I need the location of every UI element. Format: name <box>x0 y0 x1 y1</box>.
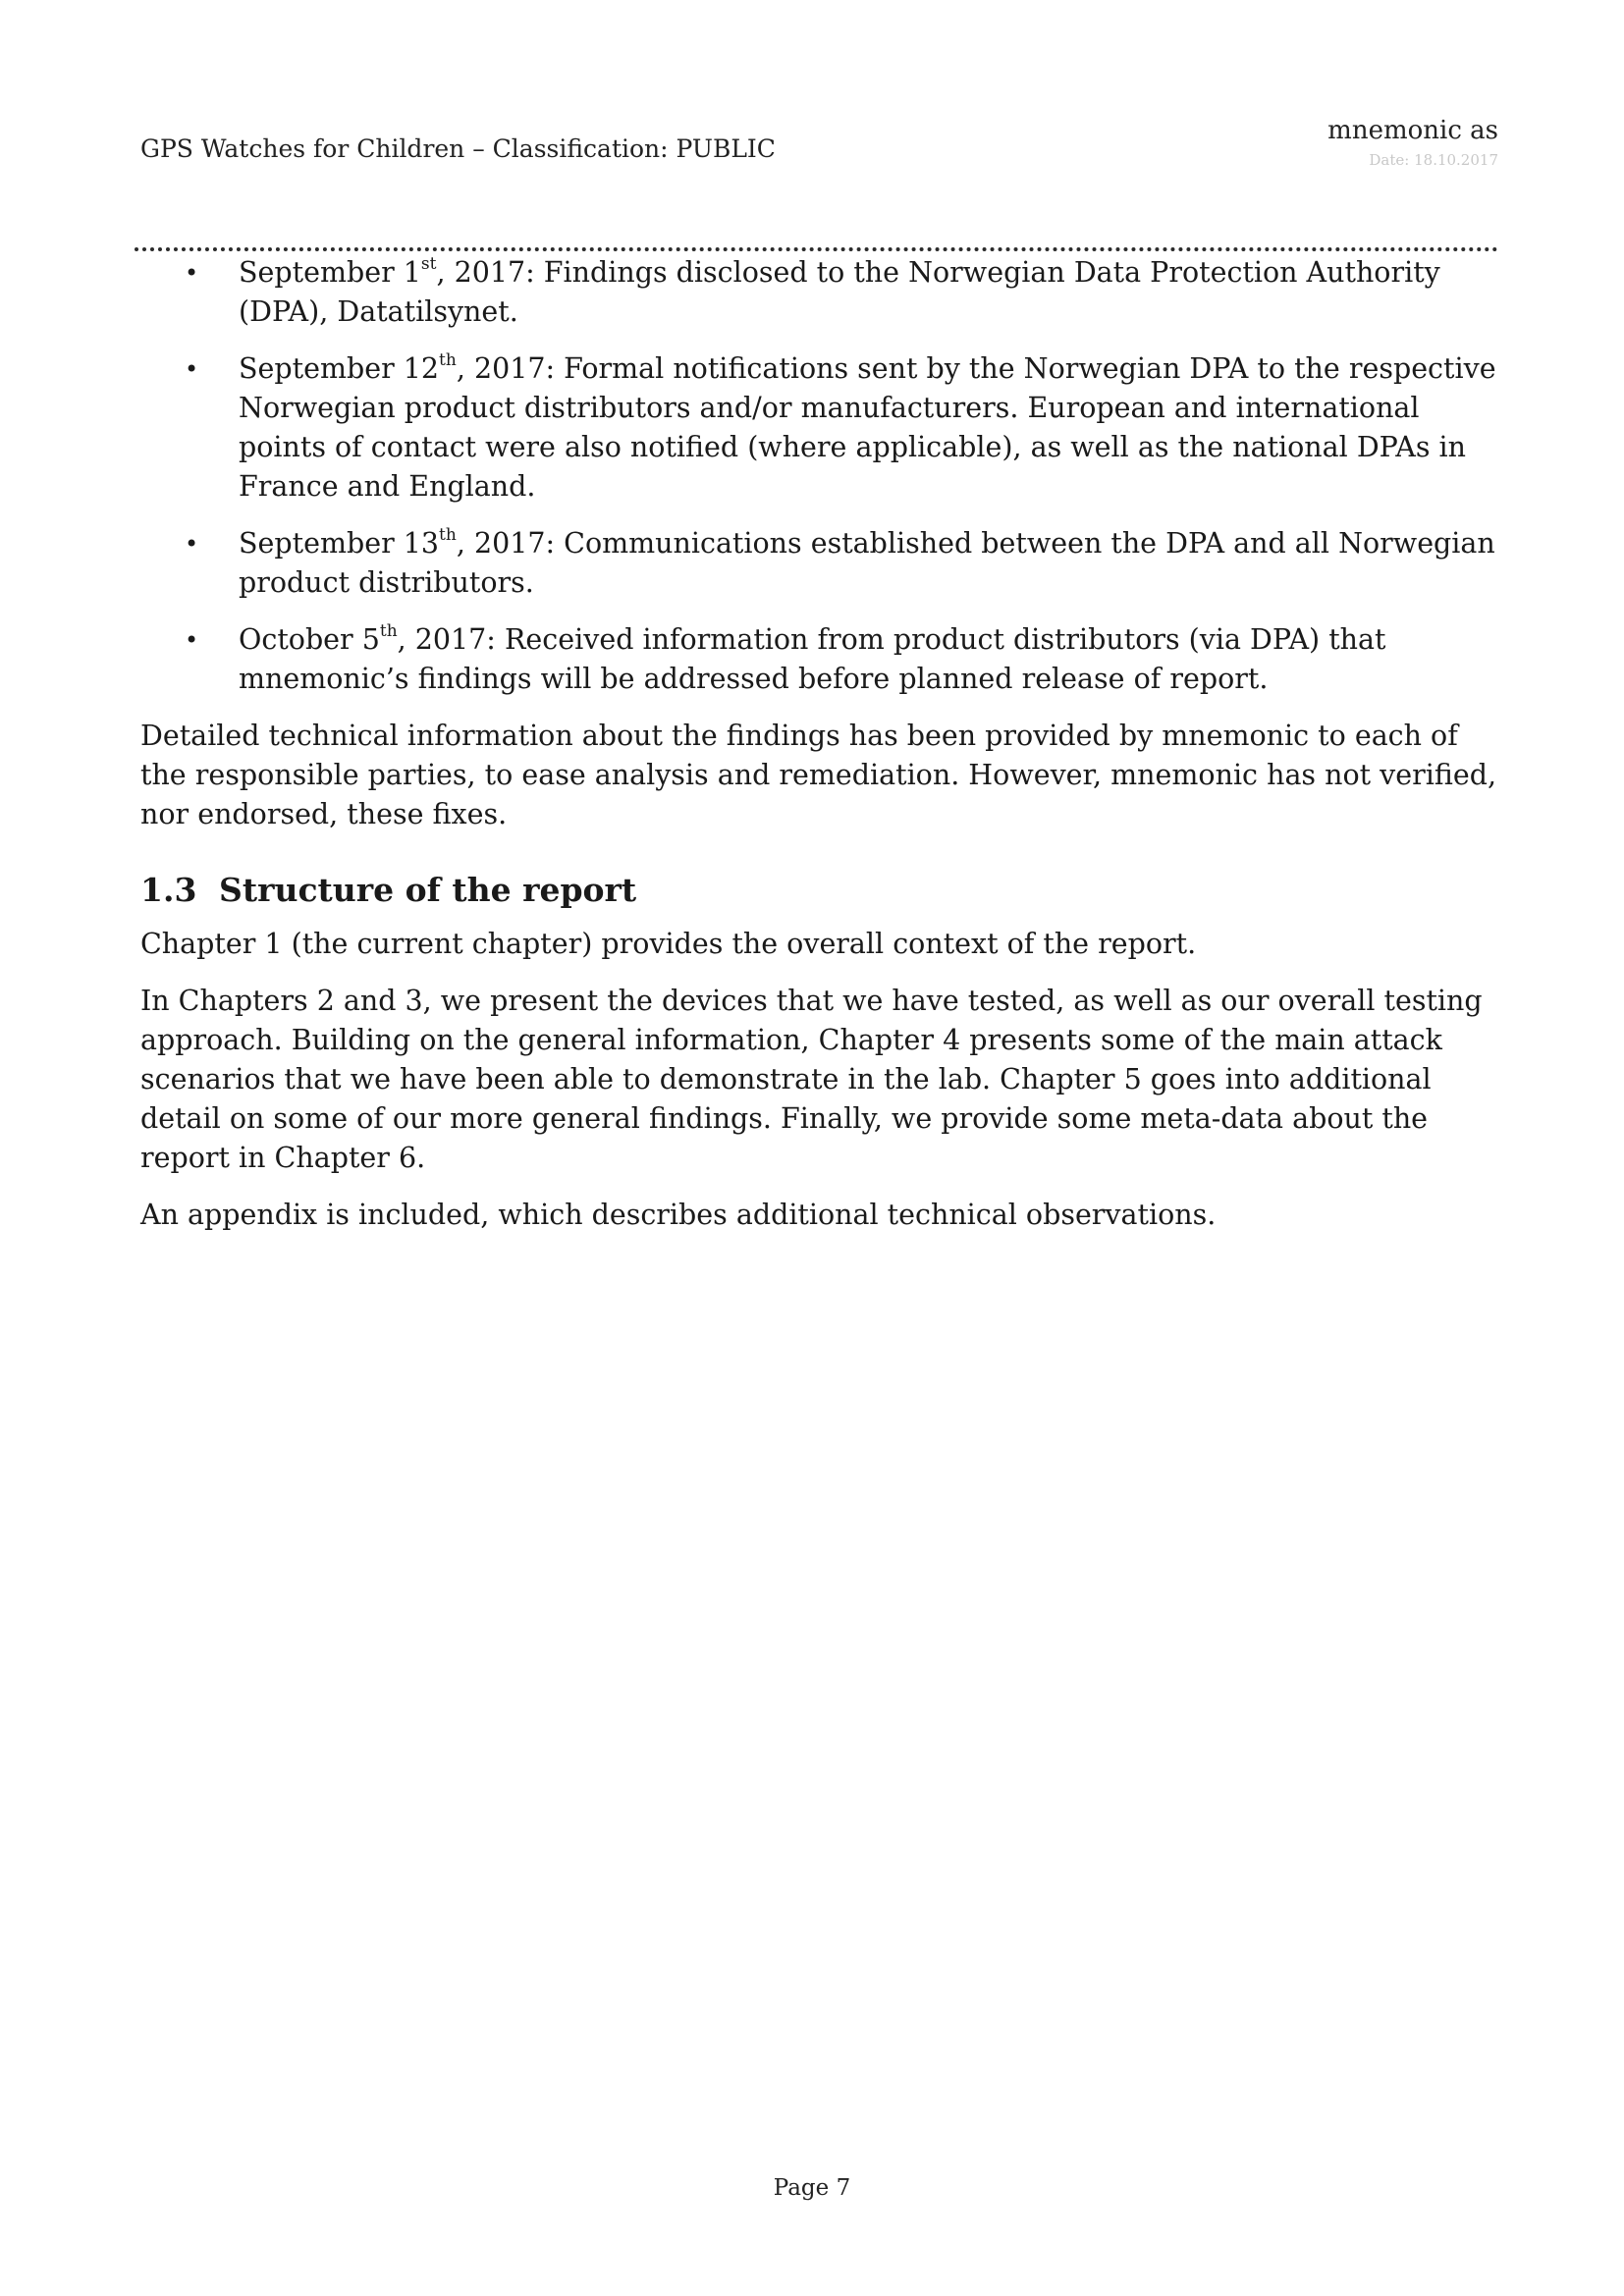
page-body <box>140 253 1500 1253</box>
ordinal-suffix: th <box>379 620 398 641</box>
section-title: Structure of the report <box>219 871 637 909</box>
list-item <box>140 253 1500 332</box>
list-item <box>140 349 1500 507</box>
list-item-date: September 13 <box>239 527 440 560</box>
bullet-icon: • <box>185 530 199 558</box>
section-number: 1.3 <box>140 871 197 909</box>
document-date: Date: 18.10.2017 <box>1369 151 1498 169</box>
list-item-text: , 2017: Communications established between the DPA and all Norwegian product distributors. <box>239 527 1495 599</box>
section-heading <box>140 870 1500 911</box>
details-paragraph: Detailed technical information about the findings has been provided by mnemonic to each of the responsible parties, to ease analysis and remediation. However, mnemonic has not verified, nor endorsed, these fixes. <box>140 720 1497 830</box>
list-item <box>140 620 1500 699</box>
list-item-date: October 5 <box>239 623 380 656</box>
ordinal-suffix: th <box>439 349 457 370</box>
bullet-icon: • <box>185 259 199 287</box>
list-item-date: September 12 <box>239 352 440 385</box>
ordinal-suffix: st <box>420 253 437 274</box>
document-header-right <box>1327 116 1498 169</box>
document-header-title: GPS Watches for Children – Classification: PUBLIC <box>140 134 776 163</box>
list-item-text: , 2017: Findings disclosed to the Norwegian Data Protection Authority (DPA), Datatilsynet. <box>239 256 1440 328</box>
paragraph: Chapter 1 (the current chapter) provides the overall context of the report. <box>140 928 1197 960</box>
disclosure-timeline <box>140 253 1500 699</box>
header-divider <box>135 247 1498 251</box>
ordinal-suffix: th <box>439 524 457 545</box>
page-number: Page 7 <box>773 2175 851 2201</box>
list-item-text: , 2017: Formal notifications sent by the Norwegian DPA to the respective Norwegian product distributors and/or manufacturers. European and international points of contact were also notified (where applicable), as well as the national DPAs in France and England. <box>239 352 1496 503</box>
list-item <box>140 524 1500 603</box>
paragraph: In Chapters 2 and 3, we present the devices that we have tested, as well as our overall testing approach. Building on the general information, Chapter 4 presents some of the main attack scenarios that we have been able to demonstrate in the lab. Chapter 5 goes into additional detail on some of our more general findings. Finally, we provide some meta-data about the report in Chapter 6. <box>140 985 1483 1174</box>
company-name: mnemonic as <box>1327 116 1498 145</box>
bullet-icon: • <box>185 355 199 383</box>
list-item-text: , 2017: Received information from product distributors (via DPA) that mnemonic’s findings will be addressed before planned release of report. <box>239 623 1386 695</box>
list-item-date: September 1 <box>239 256 421 289</box>
bullet-icon: • <box>185 626 199 654</box>
paragraph: An appendix is included, which describes additional technical observations. <box>140 1199 1217 1231</box>
